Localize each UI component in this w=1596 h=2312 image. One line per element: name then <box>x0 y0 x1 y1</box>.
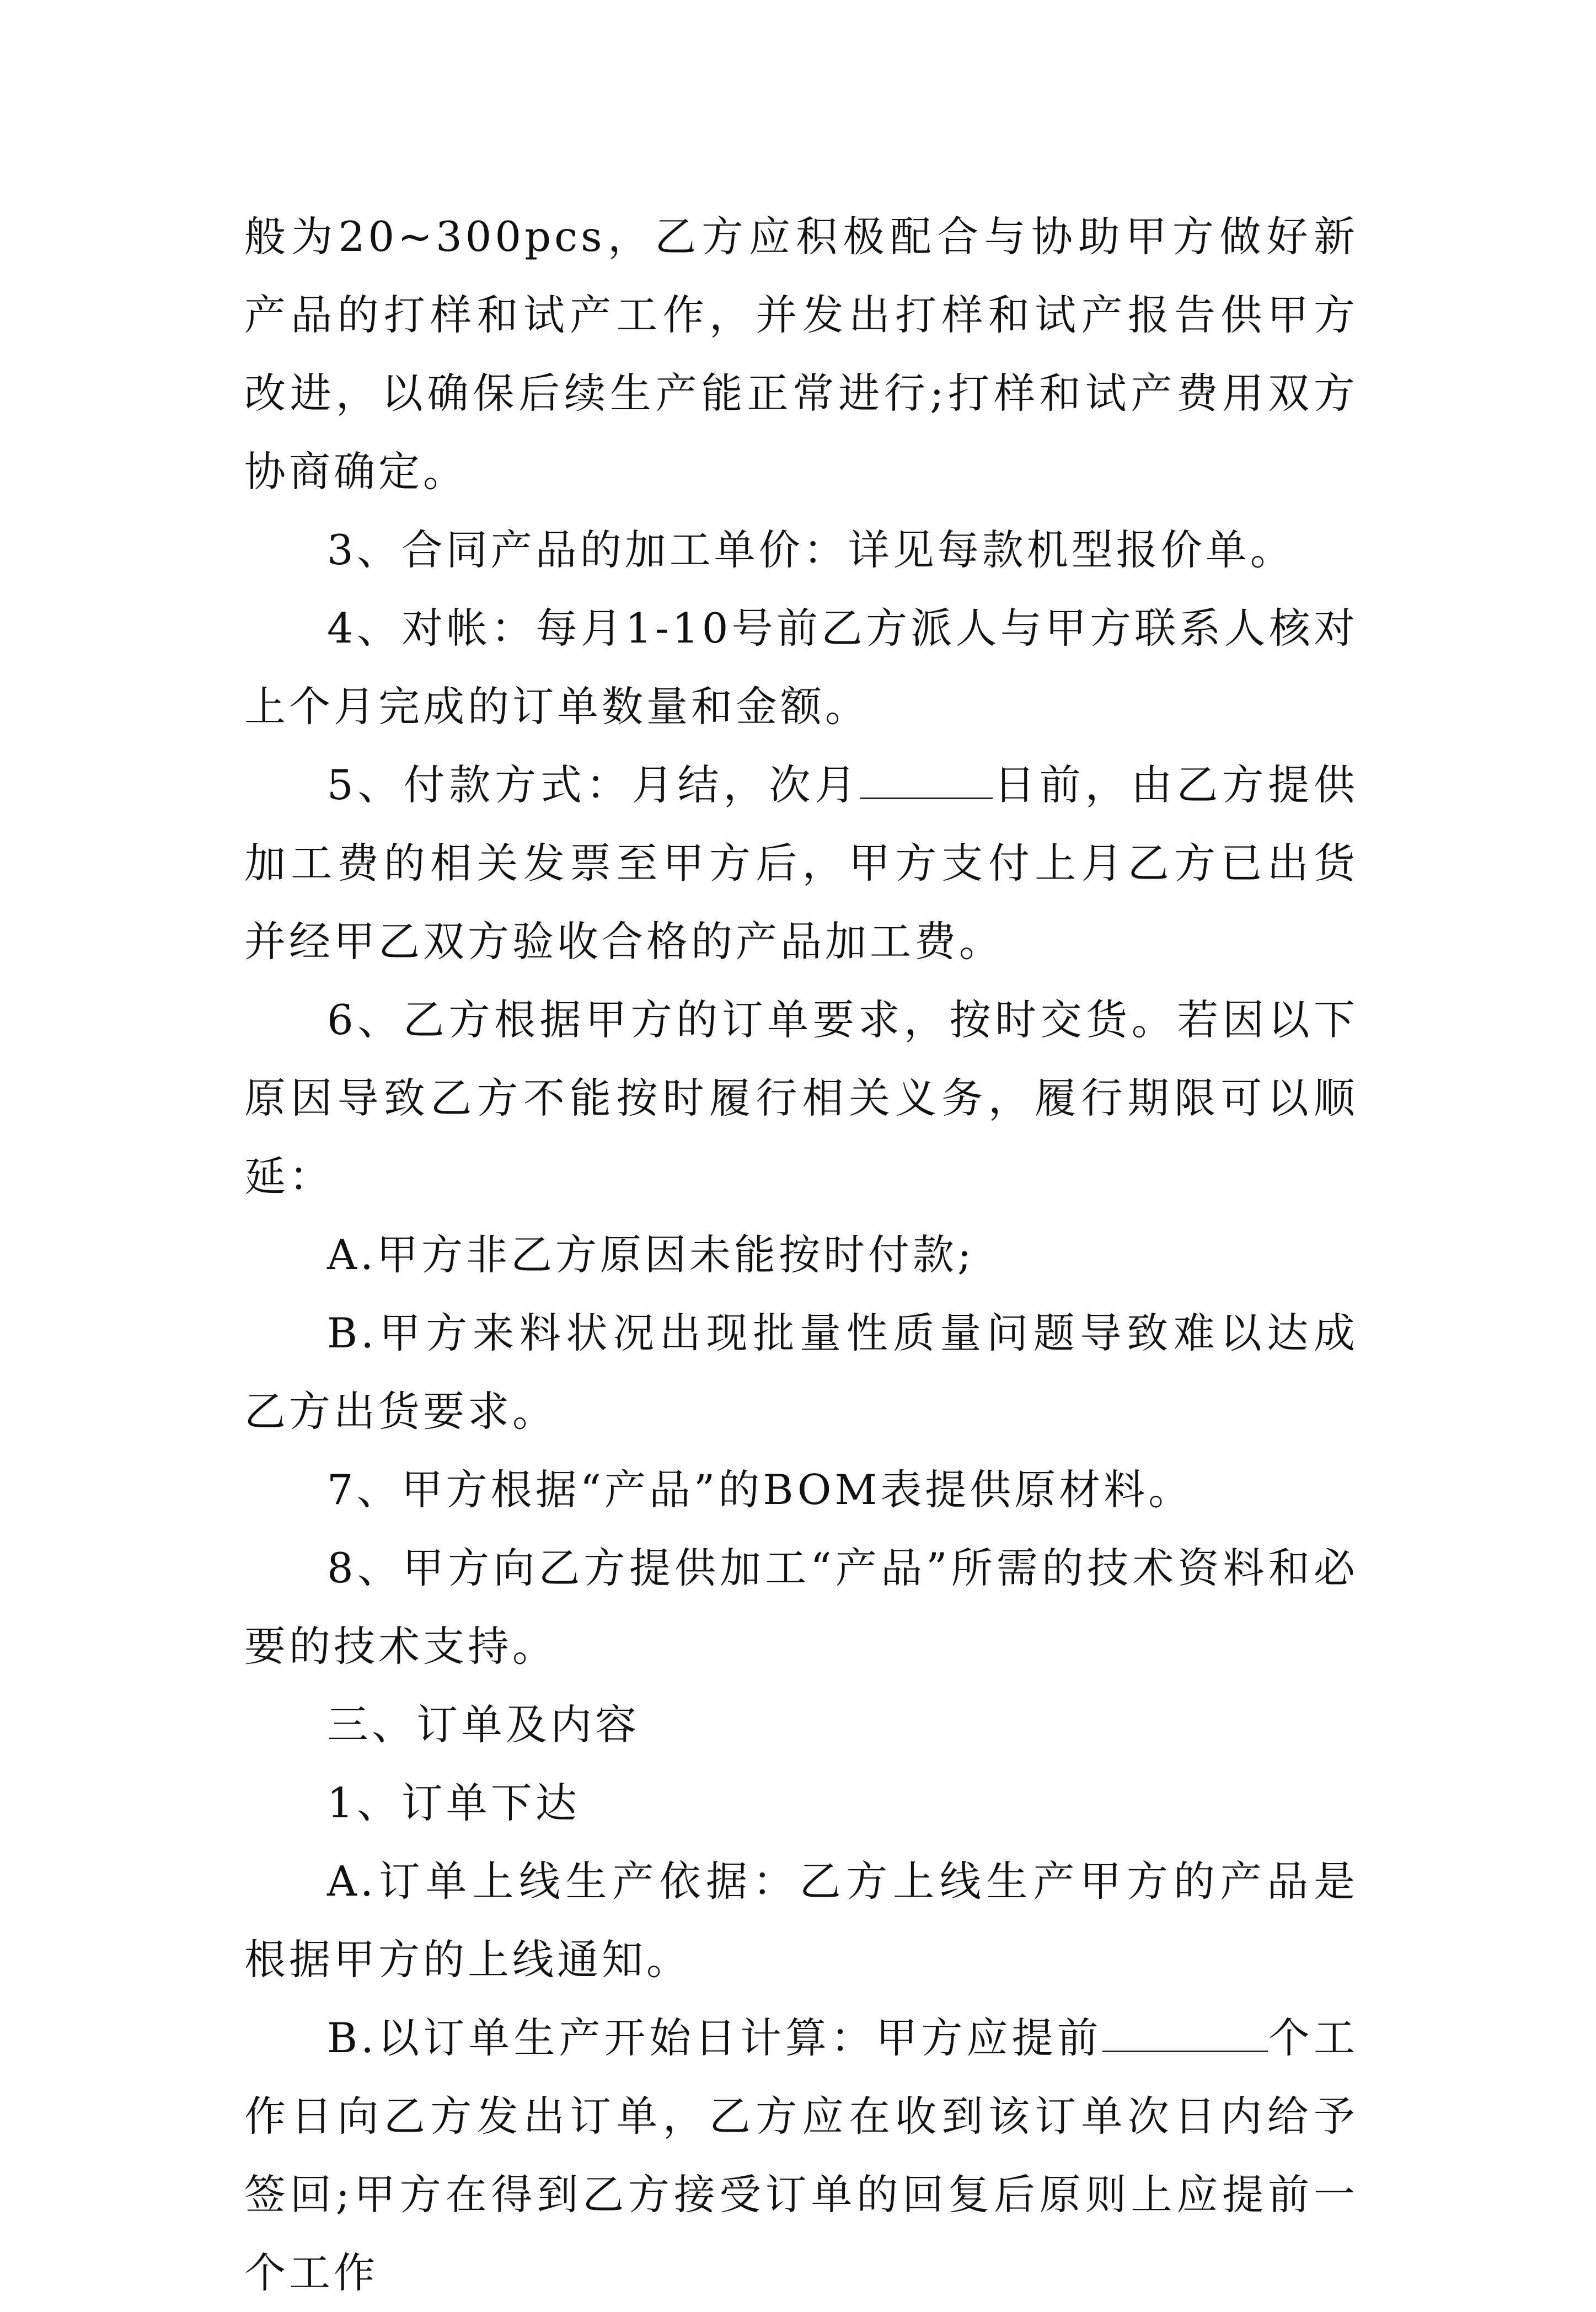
paragraph-raw-materials <box>244 1451 1358 1529</box>
paragraph-production-basis <box>244 1842 1358 1999</box>
subheading-order-placement <box>244 1764 1358 1842</box>
paragraph-delivery <box>244 981 1358 1216</box>
paragraph-text: A.订单上线生产依据：乙方上线生产甲方的产品是根据甲方的上线通知。 <box>244 1857 1358 1984</box>
paragraph-reason-a <box>244 1216 1358 1294</box>
paragraph-reason-b <box>244 1294 1358 1451</box>
paragraph-text: 4、对帐：每月1-10号前乙方派人与甲方联系人核对上个月完成的订单数量和金额。 <box>244 604 1358 731</box>
paragraph-text: 6、乙方根据甲方的订单要求，按时交货。若因以下原因导致乙方不能按时履行相关义务，履行期限可以顺延： <box>244 996 1358 1201</box>
paragraph-reconciliation <box>244 589 1358 746</box>
paragraph-text-before-blank: 5、付款方式：月结，次月 <box>327 761 861 809</box>
paragraph-sample-production <box>244 197 1358 511</box>
paragraph-text-after-blank: 个工作日向乙方发出订单，乙方应在收到该订单次日内给予签回;甲方在得到乙方接受订单的回复后原则上应提前一个工作 <box>244 2014 1358 2297</box>
section-heading-orders <box>244 1685 1358 1764</box>
paragraph-payment-method <box>244 746 1358 981</box>
working-days-blank <box>1102 2016 1268 2052</box>
paragraph-technical-support <box>244 1529 1358 1685</box>
paragraph-text: 1、订单下达 <box>327 1779 580 1827</box>
paragraph-text: 三、订单及内容 <box>327 1700 640 1749</box>
paragraph-text: 3、合同产品的加工单价：详见每款机型报价单。 <box>327 526 1295 574</box>
paragraph-text: 7、甲方根据“产品”的BOM表提供原材料。 <box>327 1465 1193 1514</box>
paragraph-text: A.甲方非乙方原因未能按时付款; <box>327 1230 975 1279</box>
document-body <box>244 197 1358 2312</box>
paragraph-text: 8、甲方向乙方提供加工“产品”所需的技术资料和必要的技术支持。 <box>244 1544 1358 1671</box>
paragraph-text-after-blank: 日前，由乙方提供加工费的相关发票至甲方后，甲方支付上月乙方已出货并经甲乙双方验收合格的产品加工费。 <box>244 761 1358 966</box>
paragraph-text-before-blank: B.以订单生产开始日计算：甲方应提前 <box>327 2014 1102 2062</box>
paragraph-text: 般为20~300pcs，乙方应积极配合与协助甲方做好新产品的打样和试产工作，并发出打样和试产报告供甲方改进，以确保后续生产能正常进行;打样和试产费用双方协商确定。 <box>244 212 1358 496</box>
paragraph-text: B.甲方来料状况出现批量性质量问题导致难以达成乙方出货要求。 <box>244 1309 1358 1436</box>
payment-day-blank <box>860 763 993 799</box>
paragraph-order-lead-time <box>244 1999 1358 2312</box>
paragraph-unit-price <box>244 511 1358 589</box>
